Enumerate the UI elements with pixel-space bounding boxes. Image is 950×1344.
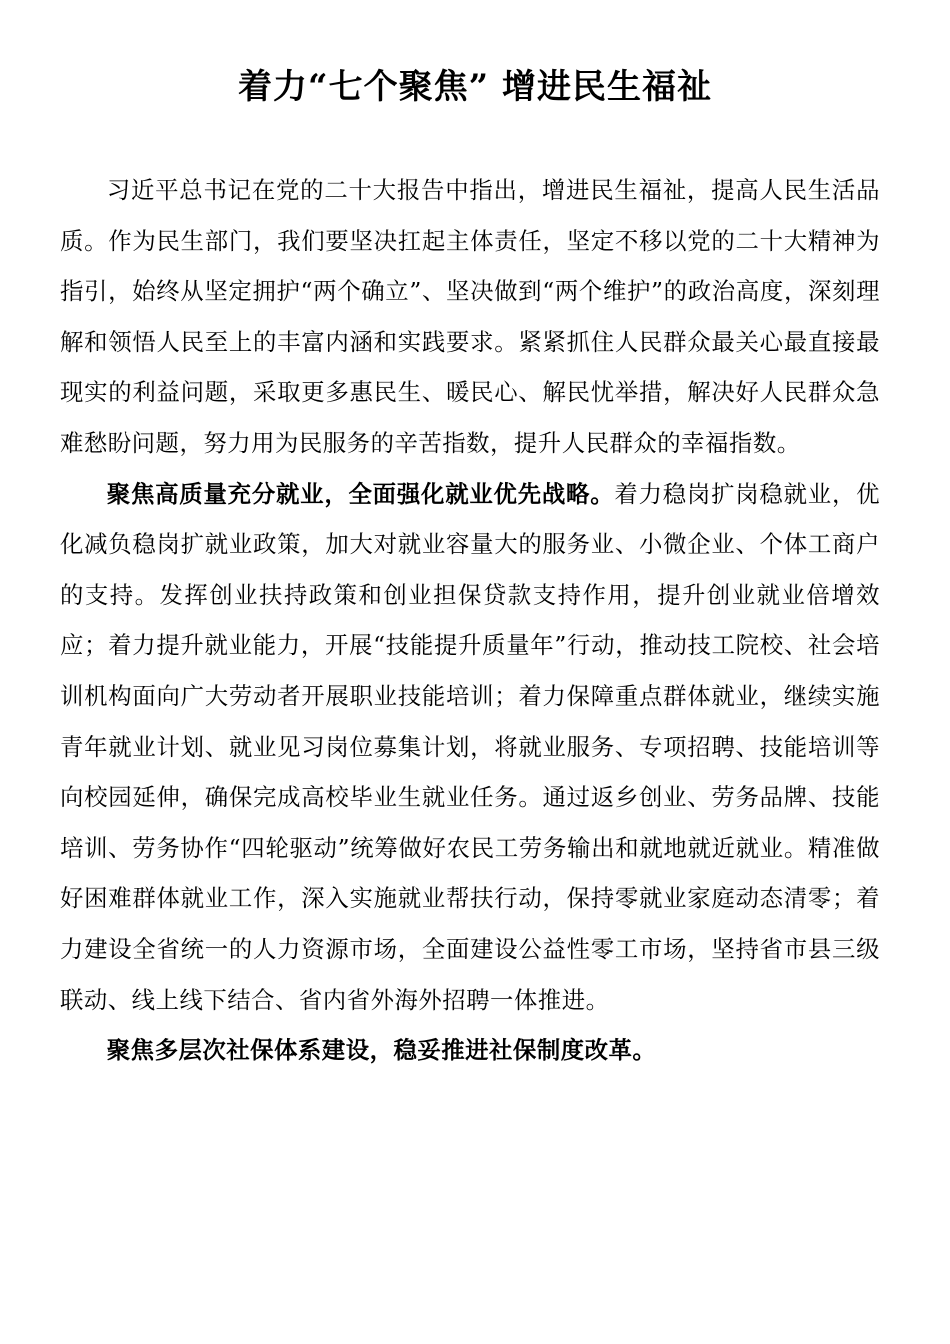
paragraph-employment	[60, 469, 880, 1026]
paragraph-lead: 聚焦多层次社保体系建设，稳妥推进社保制度改革。	[106, 1036, 657, 1065]
document-title: 着力“七个聚焦” 增进民生福祉	[238, 67, 712, 107]
document-body	[60, 165, 880, 1076]
paragraph-text: 着力稳岗扩岗稳就业，优化减负稳岗扩就业政策，加大对就业容量大的服务业、小微企业、个体工商户的支持。发挥创业扶持政策和创业担保贷款支持作用，提升创业就业倍增效应；着力提升就业能力，开展“技能提升质量年”行动，推动技工院校、社会培训机构面向广大劳动者开展职业技能培训；着力保障重点群体就业，继续实施青年就业计划、就业见习岗位募集计划，将就业服务、专项招聘、技能培训等向校园延伸，确保完成高校毕业生就业任务。通过返乡创业、劳务品牌、技能培训、劳务协作“四轮驱动”统筹做好农民工劳务输出和就地就近就业。精准做好困难群体就业工作，深入实施就业帮扶行动，保持零就业家庭动态清零；着力建设全省统一的人力资源市场，全面建设公益性零工市场，坚持省市县三级联动、线上线下结合、省内省外海外招聘一体推进。	[60, 479, 881, 1014]
paragraph-intro	[60, 165, 880, 469]
paragraph-lead: 聚焦高质量充分就业，全面强化就业优先战略。	[106, 479, 615, 508]
paragraph-social-security	[60, 1025, 880, 1076]
paragraph-text: 习近平总书记在党的二十大报告中指出，增进民生福祉，提高人民生活品质。作为民生部门，我们要坚决扛起主体责任，坚定不移以党的二十大精神为指引，始终从坚定拥护“两个确立”、坚决做到“两个维护”的政治高度，深刻理解和领悟人民至上的丰富内涵和实践要求。紧紧抓住人民群众最关心最直接最现实的利益问题，采取更多惠民生、暖民心、解民忧举措，解决好人民群众急难愁盼问题，努力用为民服务的辛苦指数，提升人民群众的幸福指数。	[60, 176, 880, 457]
